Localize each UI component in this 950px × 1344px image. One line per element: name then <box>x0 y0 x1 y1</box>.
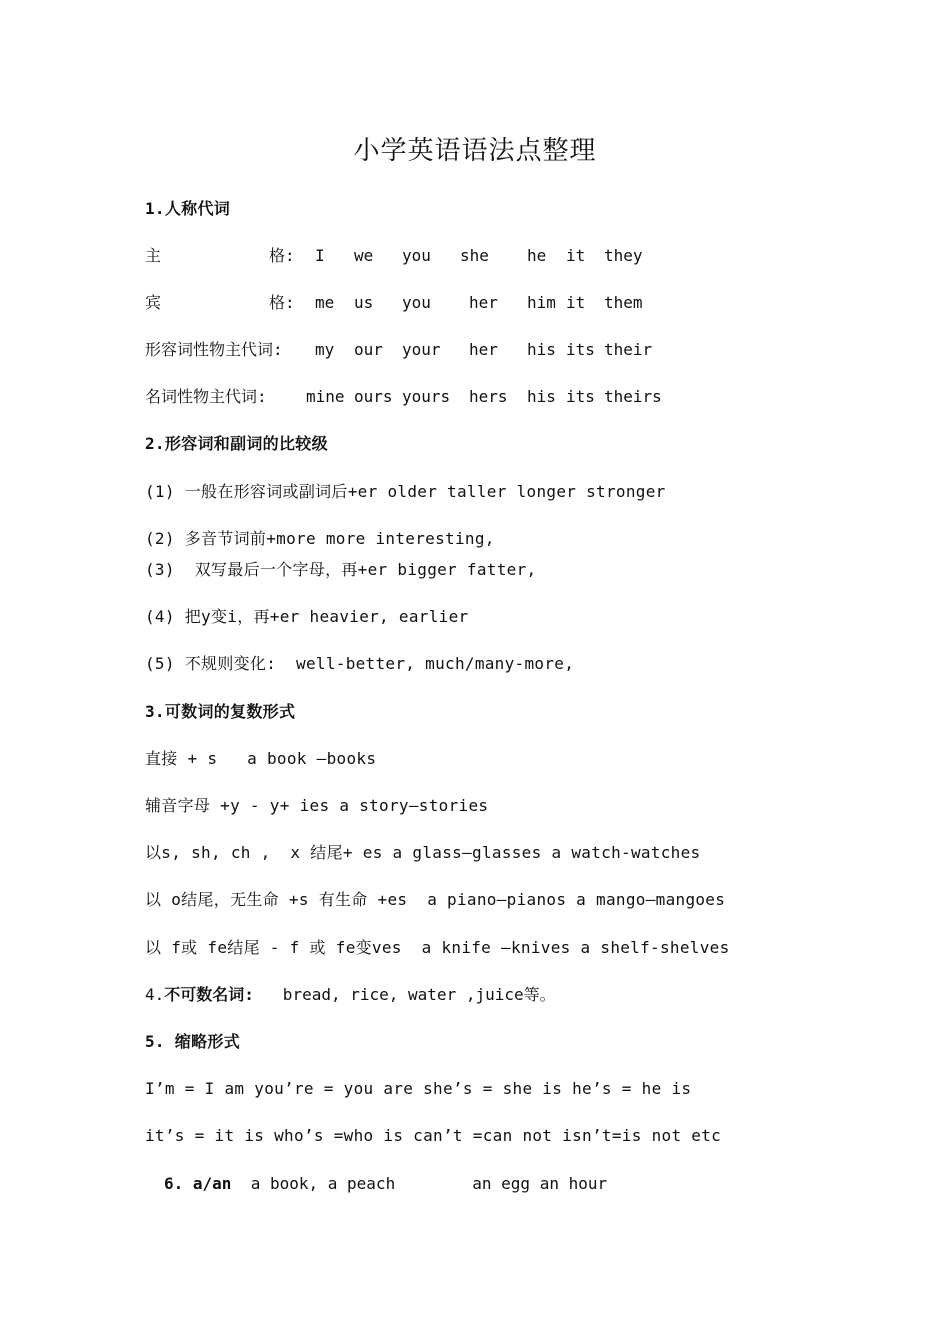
plural-rule-3: 以s, sh, ch , x 结尾+ es a glass—glasses a watch-watches <box>145 843 701 862</box>
section-6-text: a book, a peach an egg an hour <box>231 1174 608 1193</box>
contraction-line-2: it’s = it is who’s =who is can’t =can not isn’t=is not etc <box>145 1126 722 1145</box>
comparative-rule-1: (1) 一般在形容词或副词后+er older taller longer stronger <box>145 482 666 501</box>
pronoun-word: you <box>402 246 431 265</box>
page-title: 小学英语语法点整理 <box>353 136 597 166</box>
pronoun-word: us <box>354 293 374 312</box>
section-2-heading: 2.形容词和副词的比较级 <box>145 434 328 453</box>
pronoun-word: theirs <box>604 387 662 406</box>
plural-rule-4: 以 o结尾，无生命 +s 有生命 +es a piano—pianos a mango—mangoes <box>145 890 726 909</box>
pronoun-word: she <box>460 246 489 265</box>
pronoun-word: me <box>315 293 335 312</box>
section-6-line <box>164 1174 607 1194</box>
pronoun-word: it <box>566 246 586 265</box>
pronoun-word: ours <box>354 387 393 406</box>
row-label-start: 主 <box>145 246 162 265</box>
section-4-text: bread, rice, water ,juice等。 <box>253 985 556 1004</box>
pronoun-word: I <box>315 246 325 265</box>
section-5-heading: 5. 缩略形式 <box>145 1032 240 1051</box>
pronoun-word: your <box>402 340 441 359</box>
row-label-end: 格: <box>269 293 295 312</box>
pronoun-word: his <box>527 387 556 406</box>
row-label-start: 宾 <box>145 293 162 312</box>
pronoun-word: its <box>566 387 595 406</box>
pronoun-word: them <box>604 293 643 312</box>
section-3-heading: 3.可数词的复数形式 <box>145 702 296 721</box>
pronoun-word: it <box>566 293 586 312</box>
section-1-heading: 1.人称代词 <box>145 199 231 218</box>
pronoun-word: our <box>354 340 383 359</box>
pronoun-word: hers <box>469 387 508 406</box>
pronoun-word: him <box>527 293 556 312</box>
pronoun-word: my <box>315 340 335 359</box>
plural-rule-2: 辅音字母 +y - y+ ies a story—stories <box>145 796 489 815</box>
comparative-rule-3: (3) 双写最后一个字母，再+er bigger fatter, <box>145 560 537 579</box>
plural-rule-5: 以 f或 fe结尾 - f 或 fe变ves a knife –knives a shelf-shelves <box>145 938 730 957</box>
section-6-heading: 6. a/an <box>164 1174 232 1193</box>
pronoun-word: yours <box>402 387 451 406</box>
pronoun-word: its <box>566 340 595 359</box>
pronoun-word: you <box>402 293 431 312</box>
pronoun-word: they <box>604 246 643 265</box>
pronoun-word: her <box>469 293 498 312</box>
comparative-rule-5: (5) 不规则变化: well-better, much/many-more, <box>145 654 575 673</box>
row-label: 名词性物主代词: <box>145 387 267 406</box>
plural-rule-1: 直接 + s a book –books <box>145 749 377 768</box>
pronoun-word: their <box>604 340 653 359</box>
comparative-rule-2: (2) 多音节词前+more more interesting, <box>145 529 495 548</box>
pronoun-word: her <box>469 340 498 359</box>
pronoun-word: mine <box>306 387 345 406</box>
comparative-rule-4: (4) 把y变i，再+er heavier, earlier <box>145 607 469 626</box>
pronoun-word: we <box>354 246 374 265</box>
section-4-heading: 不可数名词: <box>164 985 254 1004</box>
section-4-number: 4. <box>145 985 165 1004</box>
section-4-line <box>145 985 556 1005</box>
pronoun-word: he <box>527 246 547 265</box>
row-label-end: 格: <box>269 246 295 265</box>
pronoun-word: his <box>527 340 556 359</box>
contraction-line-1: I’m = I am you’re = you are she’s = she is he’s = he is <box>145 1079 692 1098</box>
row-label: 形容词性物主代词: <box>145 340 283 359</box>
